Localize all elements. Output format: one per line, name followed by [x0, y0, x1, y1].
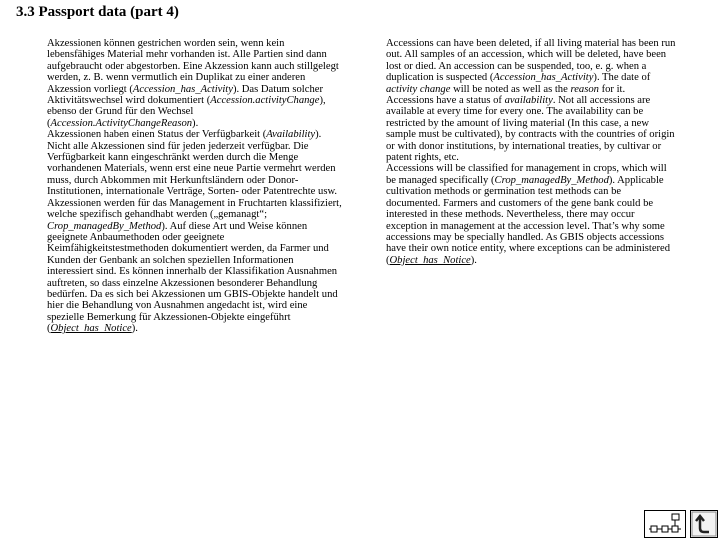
text: Akzessionen können gestrichen worden sein, wenn kein lebensfähiges Material mehr vorhanden ist. Alle Partien sind dann aufgebraucht oder abgestorben. Eine Akzession kann auch stillgelegt werden, z. B. wenn vermutlich ein Duplikat zu einer anderen Akzession vorliegt (	[47, 38, 339, 95]
text: ).	[470, 254, 477, 266]
text: for it.	[598, 83, 626, 95]
german-paragraph-1	[47, 38, 342, 129]
term-accession-has-activity: Accession_has_Activity	[493, 72, 594, 84]
text: ). Auf diese Art und Weise können geeignete Anbaumethoden oder geeignete Keimfähigkeitstestmethoden dokumentiert werden, da Farmer und Kunden der Genbank an solchen speziellen Informationen interessiert sind. Es können innerhalb der Klassifikation Ausnahmen auftreten, so dass einzelne Akzessionen besonderer Behandlung bedürfen. Da es sich bei Akzessionen um GBIS-Objekte handelt und hier die Behandlung von Ausnahmen angedacht ist, wird eine spezielle Bemerkung für Akzessionen-Objekte eingeführt (	[47, 220, 338, 335]
text: ). Nicht alle Akzessionen sind für jeden jederzeit verfügbar. Die Verfügbarkeit kann eingeschränkt werden durch die Menge vorhandenen Materials, wenn erst eine neue Partie vermehrt werden muss, durch Abkommen mit Herkunftsländern oder Donor-Institutionen, internationale Verträge, Sorten- oder Patentrechte usw.	[47, 129, 338, 198]
german-paragraph-3	[47, 198, 342, 335]
english-paragraph-3	[386, 163, 676, 266]
text: ). The date of	[593, 72, 651, 84]
text: ).	[192, 117, 199, 129]
text: ). Applicable cultivation methods or germination test methods can be documented. Farmers and customers of the gene bank could be interested in these methods. Nevertheless, there may occur exception in management at the accession level. That’s why some accessions may be specially handled. As GBIS objects accessions have their own notice entity, where exceptions can be administered (	[386, 174, 671, 266]
term-reason: reason	[570, 83, 599, 95]
english-column	[386, 38, 676, 266]
text: ). Das Datum solcher Aktivitätswechsel wird dokumentiert (	[47, 83, 323, 107]
back-arrow-icon[interactable]	[690, 510, 718, 538]
text: Akzessionen haben einen Status der Verfügbarkeit (	[47, 129, 267, 141]
text: Akzessionen werden für das Management in Fruchtarten klassifiziert, welche spezifisch gehandhabt werden („gemanagt“;	[47, 197, 342, 221]
text: Accessions have a status of	[386, 95, 505, 107]
object-has-notice-link[interactable]: Object_has_Notice	[50, 323, 132, 335]
text: Accessions will be classified for management in crops, which will be managed specifically (	[386, 163, 667, 186]
navigation-bar	[644, 510, 718, 538]
term-crop-managed-by-method: Crop_managedBy_Method	[47, 220, 162, 232]
term-activity-change: activity change	[386, 83, 451, 95]
page-title: 3.3 Passport data (part 4)	[16, 4, 179, 20]
term-accession-has-activity: Accession_has_Activity	[132, 83, 233, 95]
term-availability: Availability	[266, 129, 316, 141]
object-has-notice-link[interactable]: Object_has_Notice	[389, 254, 471, 266]
diagram-icon[interactable]	[644, 510, 686, 538]
term-availability: availability	[504, 95, 553, 107]
german-paragraph-2	[47, 129, 342, 197]
text: will be noted as well as the	[450, 83, 571, 95]
term-activity-change: Accession.activityChange	[210, 95, 320, 107]
text: ).	[131, 323, 138, 335]
term-activity-change-reason: Accession.ActivityChangeReason	[50, 117, 193, 129]
text: Accessions can have been deleted, if all living material has been run out. All samples of an accession, which will be deleted, have been lost or died. An accession can be suspended, too, e. g. when a duplication is suspected (	[386, 38, 676, 84]
term-crop-managed-by-method: Crop_managedBy_Method	[494, 174, 609, 186]
english-paragraph-2	[386, 95, 676, 163]
german-column	[47, 38, 342, 335]
text: ), ebenso der Grund für den Wechsel (	[47, 95, 326, 129]
text: . Not all accessions are available at every time for every one. The availability can be restricted by the amount of living material (In this case, a new sample must be cultivated), by contracts with the countries of origin or with donor institutions, by international treaties, by cultivar or patent rights, etc.	[386, 95, 675, 164]
english-paragraph-1	[386, 38, 676, 95]
